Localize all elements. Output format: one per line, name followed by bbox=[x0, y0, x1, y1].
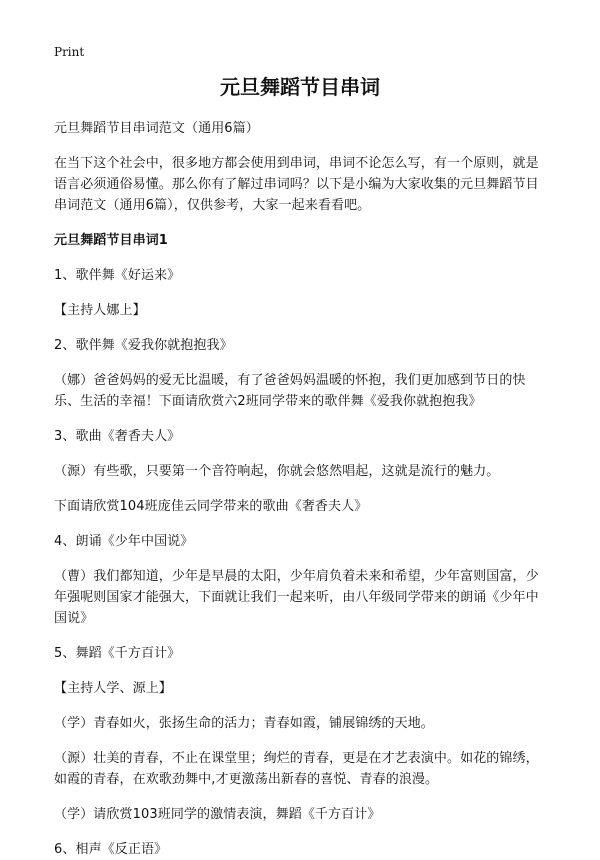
program-item: 2、歌伴舞《爱我你就抱抱我》 bbox=[54, 338, 233, 353]
program-item: 6、相声《反正语》 bbox=[54, 842, 168, 857]
host-note: 【主持人学、源上】 bbox=[54, 681, 172, 696]
host-line: （源）有些歌，只要第一个音符响起，你就会悠然唱起，这就是流行的魅力。 bbox=[54, 464, 500, 479]
program-item: 4、朗诵《少年中国说》 bbox=[54, 534, 194, 549]
subtitle-paragraph: 元旦舞蹈节目串词范文（通用6篇） bbox=[54, 121, 259, 136]
intro-paragraph: 在当下这个社会中，很多地方都会使用到串词，串词不论怎么写，有一个原则，就是语言必须通俗易懂。那么你有了解过串词吗？以下是小编为大家收集的元旦舞蹈节目串词范文（通用6篇），仅供参考，大家一起来看看吧。 bbox=[54, 156, 539, 213]
page-title: 元旦舞蹈节目串词 bbox=[220, 75, 380, 99]
host-line: （学）请欣赏103班同学的激情表演，舞蹈《千方百计》 bbox=[54, 807, 381, 822]
program-item: 1、歌伴舞《好运来》 bbox=[54, 268, 181, 283]
section-heading: 元旦舞蹈节目串词1 bbox=[54, 233, 168, 248]
host-note: 【主持人娜上】 bbox=[54, 303, 146, 318]
program-item: 3、歌曲《奢香夫人》 bbox=[54, 429, 181, 444]
host-line: 下面请欣赏104班庞佳云同学带来的歌曲《奢香夫人》 bbox=[54, 499, 368, 514]
host-line: （娜）爸爸妈妈的爱无比温暖，有了爸爸妈妈温暖的怀抱，我们更加感到节日的快乐、生活的幸福！下面请欣赏六2班同学带来的歌伴舞《爱我你就抱抱我》 bbox=[54, 373, 526, 409]
document-body bbox=[54, 118, 546, 860]
print-link[interactable]: Print bbox=[54, 45, 85, 59]
program-item: 5、舞蹈《千方百计》 bbox=[54, 646, 181, 661]
host-line: （源）壮美的青春，不止在课堂里；绚烂的青春，更是在才艺表演中。如花的锦绣，如霞的青春，在欢歌劲舞中,才更激荡出新春的喜悦、青春的浪漫。 bbox=[54, 751, 539, 787]
host-line: （学）青春如火，张扬生命的活力；青春如霞，铺展锦绣的天地。 bbox=[54, 716, 434, 731]
host-line: （曹）我们都知道，少年是早晨的太阳，少年肩负着未来和希望，少年富则国富，少年强呢则国家才能强大，下面就让我们一起来听，由八年级同学带来的朗诵《少年中国说》 bbox=[54, 569, 539, 626]
